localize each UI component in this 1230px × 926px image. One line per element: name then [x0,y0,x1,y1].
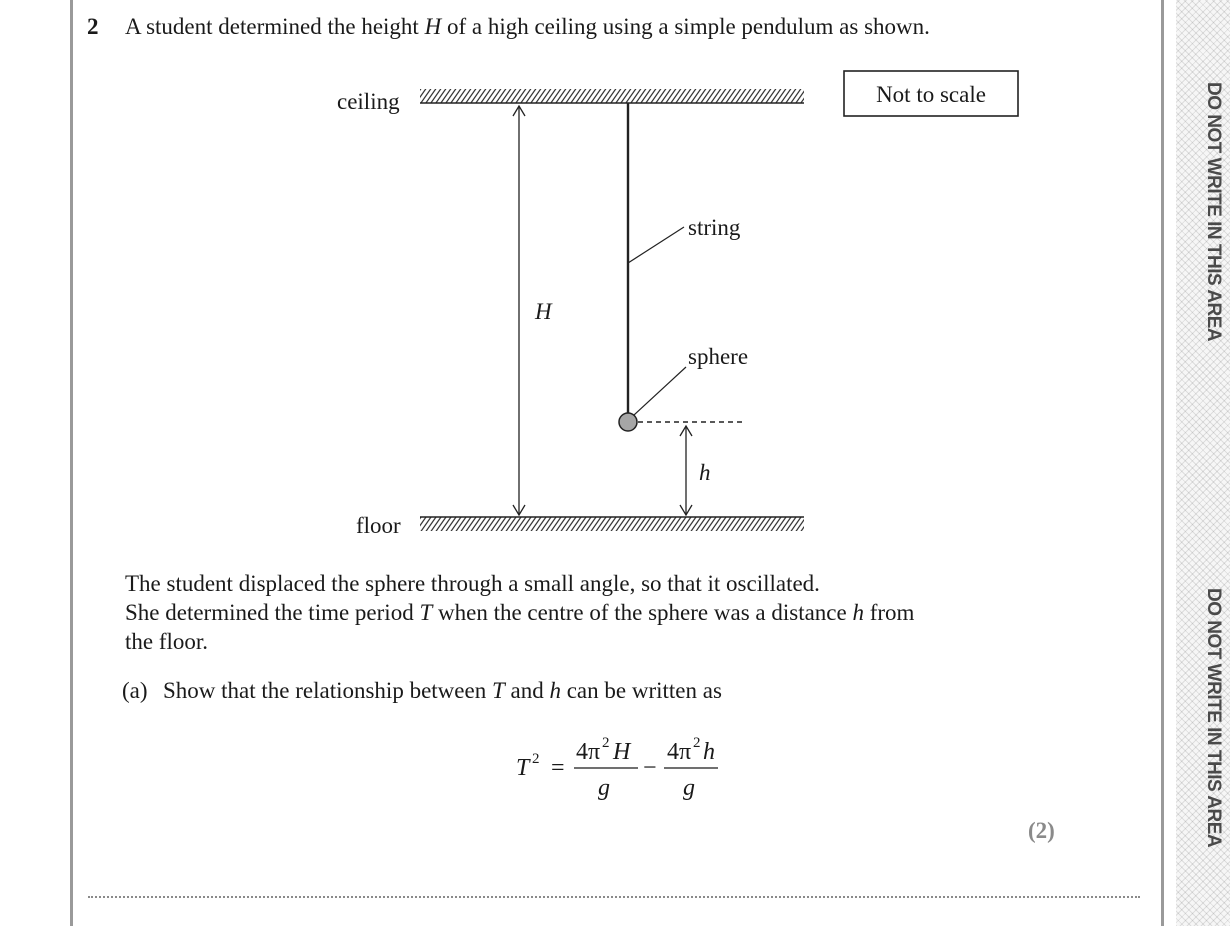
floor [420,517,804,531]
formula-num1-coefficient: 4π [576,739,601,765]
formula-minus: − [643,755,657,781]
description-paragraph [125,569,1015,656]
h-label: h [699,460,711,485]
question-text: A student determined the height H of a high ceiling using a simple pendulum as shown. [125,14,930,39]
formula-num2-coefficient: 4π [667,739,692,765]
string-label: string [688,215,741,240]
formula [500,730,740,810]
scale-note: Not to scale [876,82,986,107]
formula-den1: g [598,775,610,801]
sphere-label: sphere [688,344,749,369]
sphere-leader-line [634,367,686,415]
string-leader-line [628,227,684,263]
description-line-3: the floor. [125,629,209,654]
floor-label: floor [356,513,401,538]
question-number: 2 [87,14,99,39]
right-margin-rule [1161,0,1164,926]
sphere [619,413,637,431]
part-a-label: (a) [122,678,148,703]
formula-num1-exponent: 2 [602,735,610,751]
part-a-prompt: (a) Show that the relationship between T and h can be written as [122,678,722,703]
ceiling-label: ceiling [337,89,400,114]
margin-warning-bottom: DO NOT WRITE IN THIS AREA [1203,588,1224,848]
formula-num1-variable: H [613,739,631,765]
height-arrow [513,106,525,515]
formula-den2: g [683,775,695,801]
description-line-2: She determined the time period T when the centre of the sphere was a distance h from [125,600,915,625]
description-line-1: The student displaced the sphere through a small angle, so that it oscillated. [125,571,820,596]
formula-num2-exponent: 2 [693,735,701,751]
formula-lhs-exponent: 2 [532,751,540,767]
formula-lhs: T [516,755,530,781]
answer-line[interactable] [88,896,1140,898]
marks-allocation: (2) [1028,818,1055,843]
height-label: H [535,299,552,324]
h-arrow [680,426,692,515]
ceiling [420,89,804,103]
formula-num2-variable: h [703,739,715,765]
left-margin-rule [70,0,73,926]
formula-equals: = [551,755,565,781]
pendulum-diagram [300,60,1040,540]
margin-warning-top: DO NOT WRITE IN THIS AREA [1203,82,1224,342]
